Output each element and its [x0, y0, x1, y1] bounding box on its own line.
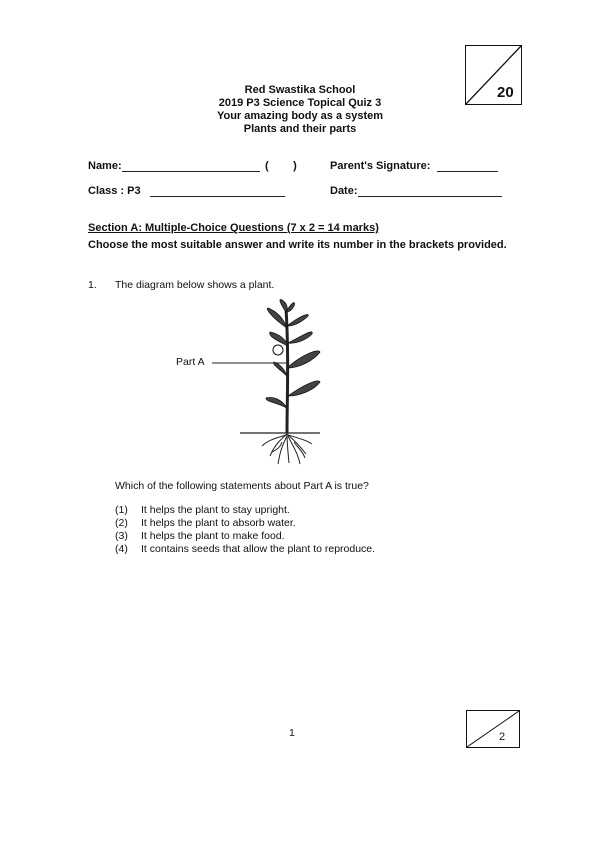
parent-signature-label: Parent's Signature:	[330, 160, 431, 172]
page-score-box	[466, 710, 520, 748]
plant-diagram	[210, 298, 370, 468]
option-number: (3)	[115, 530, 128, 542]
option-text: It helps the plant to make food.	[141, 530, 285, 542]
question-number: 1.	[88, 279, 97, 291]
subtopic-title: Plants and their parts	[243, 123, 357, 135]
answer-options	[115, 504, 375, 556]
page-score-max: 2	[499, 731, 506, 743]
option-number: (1)	[115, 504, 128, 516]
date-label: Date:	[330, 185, 358, 197]
section-title: Section A: Multiple-Choice Questions (7 x 2 = 14 marks)	[88, 222, 379, 234]
class-field[interactable]	[150, 185, 285, 197]
name-field[interactable]	[122, 160, 260, 172]
name-label: Name:	[88, 160, 122, 172]
topic-title: Your amazing body as a system	[216, 110, 384, 122]
school-name: Red Swastika School	[244, 84, 356, 96]
option-4[interactable]	[115, 543, 375, 556]
plant-roots	[262, 433, 312, 464]
flower	[273, 345, 283, 355]
question-intro: The diagram below shows a plant.	[115, 279, 275, 291]
option-text: It helps the plant to stay upright.	[141, 504, 290, 516]
option-2[interactable]	[115, 517, 375, 530]
page-number: 1	[289, 727, 295, 739]
question-prompt: Which of the following statements about Part A is true?	[115, 480, 369, 492]
option-text: It helps the plant to absorb water.	[141, 517, 296, 529]
section-instruction: Choose the most suitable answer and write its number in the brackets provided.	[88, 239, 507, 251]
parent-signature-field[interactable]	[437, 160, 498, 172]
register-bracket: ( )	[265, 160, 297, 172]
option-text: It contains seeds that allow the plant to reproduce.	[141, 543, 376, 555]
option-3[interactable]	[115, 530, 375, 543]
total-score-max: 20	[497, 84, 514, 101]
part-a-label: Part A	[176, 356, 205, 368]
quiz-title: 2019 P3 Science Topical Quiz 3	[218, 97, 382, 109]
option-number: (2)	[115, 517, 128, 529]
option-1[interactable]	[115, 504, 375, 517]
option-number: (4)	[115, 543, 128, 555]
class-label: Class : P3	[88, 185, 141, 197]
page-score-diagonal	[467, 711, 519, 747]
date-field[interactable]	[358, 185, 502, 197]
